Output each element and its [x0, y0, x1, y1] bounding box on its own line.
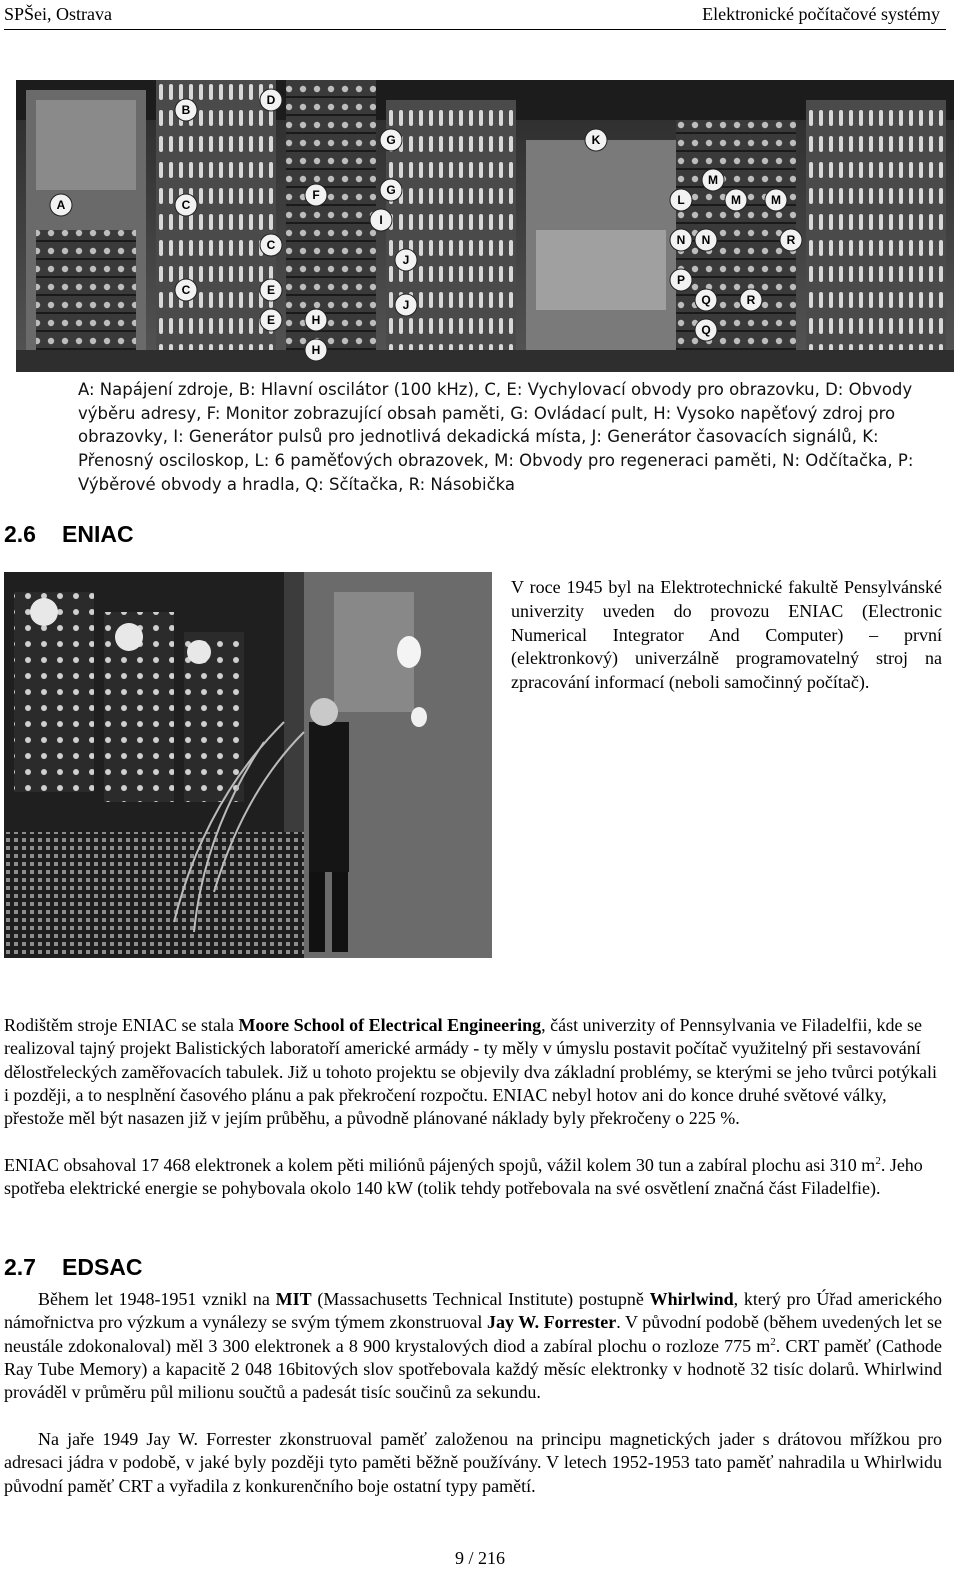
figure-label: E [266, 283, 276, 297]
figure-label: M [771, 193, 781, 207]
figure-caption: A: Napájení zdroje, B: Hlavní oscilátor (100 kHz), C, E: Vychylovací obvody pro obrazovku, D: Obvody výběru adresy, F: Monitor zobrazující obsah paměti, G: Ovládací pult, H: Vysoko napěťový zdroj pro obrazovky, I: Generátor pulsů pro jednotlivá dekadická místa, J: Generátor časovacích signálů, K: Přenosný osciloskop, L: 6 paměťových obrazovek, M: Obvody pro regeneraci paměti, N: Odčítačka, P: Výběrové obvody a hradla, Q: Sčítačka, R: Násobička [78, 380, 914, 494]
figure-label: E [266, 313, 276, 327]
figure-label: B [181, 103, 191, 117]
page-number: 9 / 216 [454, 1548, 505, 1568]
figure-label: F [312, 188, 320, 202]
section-number: 2.6 [4, 521, 36, 547]
figure-label: H [311, 343, 321, 357]
figure-label: N [676, 233, 686, 247]
header-rule [4, 29, 946, 30]
section-title: EDSAC [62, 1254, 143, 1280]
figure-label: C [181, 198, 191, 212]
figure-label: K [591, 133, 601, 147]
section-title: ENIAC [62, 521, 134, 547]
figure-label: C [266, 238, 276, 252]
section-number: 2.7 [4, 1254, 36, 1280]
figure-label: J [402, 253, 410, 267]
figure-label: Q [701, 293, 711, 307]
figure-label: D [266, 93, 276, 107]
figure-label: R [786, 233, 796, 247]
figure-label: N [701, 233, 711, 247]
whirlwind-photo [16, 80, 954, 372]
figure-label: H [311, 313, 321, 327]
figure-label: P [676, 273, 686, 287]
eniac-intro-text: V roce 1945 byl na Elektrotechnické fakultě Pensylvánské univerzity uveden do provozu ENIAC (Electronic Numerical Integrator And Computer) – první (elektronkový) univerzálně programovatelný stroj na zpracování informací (neboli samočinný počítač). [511, 577, 942, 693]
figure-label: M [731, 193, 741, 207]
figure-label: I [379, 213, 383, 227]
edsac-paragraph-1: Během let 1948-1951 vznikl na MIT (Massachusetts Technical Institute) postupně Whirlwind, který pro Úřad amerického námořnictva pro výzkum a vynálezy se svým týmem zkonstruoval Jay W. Forrester. V původní podobě (během uvedených let se neustále zdokonaloval) měl 3 300 elektronek a 8 900 krystalových diod a zabíral plochu o rozloze 775 $m^2$. CRT paměť (Cathode Ray Tube Memory) a kapacitě 2 048 16bitových slov spotřebovala každý měsíc elektronky v hodnotě 32 tisíc dolarů. Whirlwind prováděl v průměru půl milionu součtů a padesát tisíc součinů za sekundu. [4, 1289, 942, 1403]
header-course: Elektronické počítačové systémy [702, 4, 940, 24]
figure-label: Q [701, 323, 711, 337]
moore-school-bold: Moore School of Electrical Engineering [238, 1015, 542, 1035]
header-school: SPŠei, Ostrava [4, 4, 112, 24]
figure-label: G [386, 183, 396, 197]
eniac-paragraph-2: ENIAC obsahoval 17 468 elektronek a kolem pěti miliónů pájených spojů, vážil kolem 30 tun a zabíral plochu asi 310 $m^2$. Jeho spotřeba elektrické energie se pohybovala okolo 140 kW (tolik tehdy potřebovala na své osvětlení značná část Filadelfie). [4, 1155, 923, 1199]
figure-label: M [708, 173, 718, 187]
section-heading-edsac [4, 1254, 143, 1281]
eniac-paragraph-1: Rodištěm stroje ENIAC se stala Moore School of Electrical Engineering, část univerzity of Pennsylvania ve Filadelfii, kde se realizoval tajný projekt Balistických laboratoří americké armády - ty měly v úmyslu postavit počítač využitelný při sestavování dělostřeleckých zaměřovacích tabulek. Již u tohoto projektu se objevily dva základní problémy, se kterými se jeho tvůrci potýkali i později, a to nesplnění časového plánu a pak překročení rozpočtu. ENIAC nebyl hotov ani do konce druhé světové války, přestože měl být nasazen již v jejím průběhu, a původně plánované náklady byly překročeny o 225 %. [4, 1015, 938, 1129]
figure-label: C [181, 283, 191, 297]
figure-label: G [386, 133, 396, 147]
figure-label: J [402, 298, 410, 312]
figure-label: R [746, 293, 756, 307]
figure-label: A [56, 198, 66, 212]
edsac-paragraph-2: Na jaře 1949 Jay W. Forrester zkonstruoval paměť založenou na principu magnetických jader s drátovou mřížkou pro adresaci jádra v podobě, v jaké byly později tyto paměti běžně používány. V letech 1952-1953 tato paměť nahradila u Whirlwidu původní paměť CRT a vyřadila z konkurenčního boje ostatní typy pamětí. [4, 1429, 942, 1496]
figure-label: L [677, 193, 685, 207]
section-heading-eniac [4, 521, 134, 548]
eniac-photo [4, 572, 492, 958]
